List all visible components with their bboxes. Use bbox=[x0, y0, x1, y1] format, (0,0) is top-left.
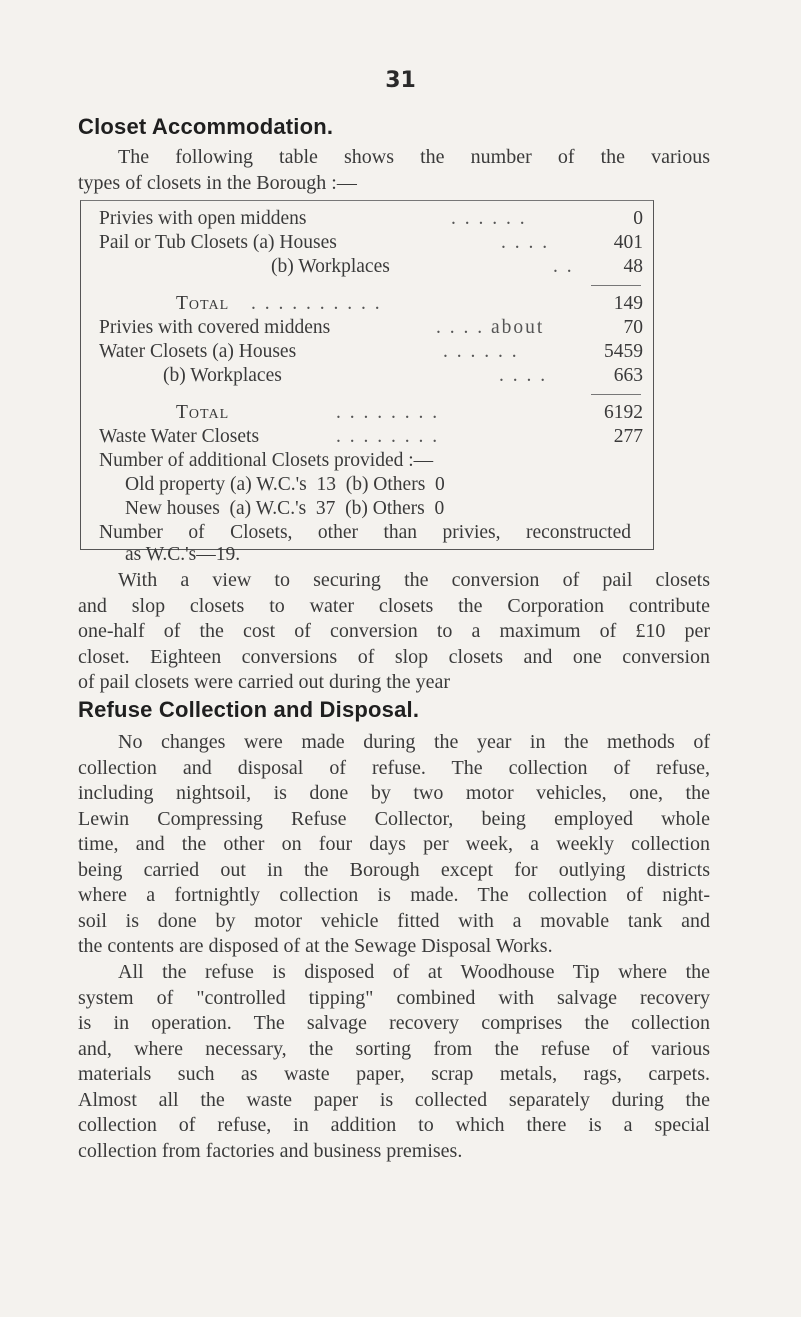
closets-table bbox=[80, 200, 654, 565]
table-row bbox=[81, 340, 653, 364]
paragraph-line: including nightsoil, is done by two motor vehicles, one, the bbox=[78, 782, 710, 804]
row-value: 401 bbox=[613, 232, 643, 253]
section-heading-refuse-collection: Refuse Collection and Disposal. bbox=[78, 697, 420, 722]
subtotal-rule bbox=[591, 394, 641, 395]
row-dots: . . . . . . bbox=[451, 208, 527, 229]
table-row bbox=[81, 497, 653, 521]
paragraph-line: All the refuse is disposed of at Woodhouse Tip where the bbox=[118, 961, 710, 983]
table-row bbox=[81, 316, 653, 340]
paragraph-line: No changes were made during the year in the methods of bbox=[118, 731, 710, 753]
row-value: 663 bbox=[613, 365, 643, 386]
row-label: Waste Water Closets bbox=[99, 426, 260, 447]
row-label: Total bbox=[176, 402, 230, 423]
paragraph-line: one-half of the cost of conversion to a maximum of £10 per bbox=[78, 620, 710, 642]
new-houses-line: New houses (a) W.C.'s 37 (b) Others 0 bbox=[125, 498, 445, 519]
table-row bbox=[81, 231, 653, 255]
table-row bbox=[81, 425, 653, 449]
section-heading-closet-accommodation: Closet Accommodation. bbox=[78, 114, 334, 139]
table-row bbox=[81, 401, 653, 425]
row-dots: . . . . . . bbox=[443, 341, 519, 362]
row-label: Water Closets (a) Houses bbox=[99, 341, 297, 362]
row-label: Pail or Tub Closets (a) Houses bbox=[99, 232, 337, 253]
row-value: 149 bbox=[613, 293, 643, 314]
row-value: 6192 bbox=[604, 402, 643, 423]
paragraph-line: collection and disposal of refuse. The collection of refuse, bbox=[78, 756, 710, 779]
paragraph-line: With a view to securing the conversion of pail closets bbox=[118, 569, 710, 591]
paragraph-line: materials such as waste paper, scrap metals, rags, carpets. bbox=[78, 1063, 710, 1085]
refuse-paragraph-1 bbox=[78, 730, 710, 960]
intro-line: The following table shows the number of the various bbox=[118, 146, 710, 168]
paragraph-line: and, where necessary, the sorting from the refuse of various bbox=[78, 1037, 710, 1060]
paragraph-line: soil is done by motor vehicle fitted with a movable tank and bbox=[78, 909, 710, 932]
paragraph-line: of pail closets were carried out during the year bbox=[78, 671, 451, 693]
paragraph-line: collection from factories and business premises. bbox=[78, 1139, 463, 1162]
intro-line: types of closets in the Borough :— bbox=[78, 171, 357, 194]
paragraph-line: and slop closets to water closets the Corporation contribute bbox=[78, 594, 710, 617]
paragraph-line: where a fortnightly collection is made. The collection of night- bbox=[78, 884, 710, 906]
paragraph-line: being carried out in the Borough except for outlying districts bbox=[78, 858, 710, 881]
reconstructed-line: as W.C.'s—19. bbox=[125, 544, 241, 565]
row-dots: . . . . bbox=[499, 365, 548, 386]
row-dots: . . . . . . . . bbox=[336, 402, 440, 423]
row-label: (b) Workplaces bbox=[163, 365, 282, 386]
row-label: Privies with covered middens bbox=[99, 317, 331, 338]
old-property-line: Old property (a) W.C.'s 13 (b) Others 0 bbox=[125, 474, 445, 495]
paragraph-line: system of "controlled tipping" combined with salvage recovery bbox=[78, 986, 710, 1009]
table-row bbox=[81, 255, 653, 279]
conversion-paragraph bbox=[78, 568, 710, 696]
paragraph-line: time, and the other on four days per week, a weekly collection bbox=[78, 833, 710, 855]
reconstructed-line: Number of Closets, other than privies, reconstructed bbox=[99, 522, 631, 543]
row-value: 0 bbox=[633, 208, 643, 229]
paragraph-line: closet. Eighteen conversions of slop closets and one conversion bbox=[78, 645, 710, 668]
additional-closets-label: Number of additional Closets provided :— bbox=[99, 450, 434, 471]
paragraph-line: collection of refuse, in addition to which there is a special bbox=[78, 1114, 710, 1136]
row-dots: . . bbox=[553, 256, 574, 277]
row-label: Total bbox=[176, 293, 230, 314]
subtotal-rule bbox=[591, 285, 641, 286]
table-row bbox=[81, 207, 653, 231]
table-row bbox=[81, 473, 653, 497]
row-dots: . . . . . . . . bbox=[336, 426, 440, 447]
row-value: 277 bbox=[613, 426, 643, 447]
row-value: 70 bbox=[623, 317, 643, 338]
row-value: 48 bbox=[623, 256, 643, 277]
table-row bbox=[81, 521, 653, 545]
refuse-paragraph-2 bbox=[78, 960, 710, 1164]
paragraph-line: the contents are disposed of at the Sewage Disposal Works. bbox=[78, 935, 553, 957]
paragraph-line: Almost all the waste paper is collected separately during the bbox=[78, 1088, 710, 1111]
row-label: Privies with open middens bbox=[99, 208, 307, 229]
table-row bbox=[81, 364, 653, 388]
table-row bbox=[81, 449, 653, 473]
row-dots: . . . . . . . . . . bbox=[251, 293, 382, 314]
paragraph-line: Lewin Compressing Refuse Collector, being employed whole bbox=[78, 807, 710, 830]
row-label: (b) Workplaces bbox=[271, 256, 390, 277]
row-dots: . . . . about bbox=[436, 317, 545, 338]
intro-paragraph bbox=[78, 145, 710, 196]
paragraph-line: is in operation. The salvage recovery comprises the collection bbox=[78, 1012, 710, 1034]
row-dots: . . . . bbox=[501, 232, 550, 253]
table-row bbox=[81, 543, 653, 567]
page-number: 31 bbox=[385, 68, 416, 93]
table-row bbox=[81, 292, 653, 316]
row-value: 5459 bbox=[604, 341, 643, 362]
